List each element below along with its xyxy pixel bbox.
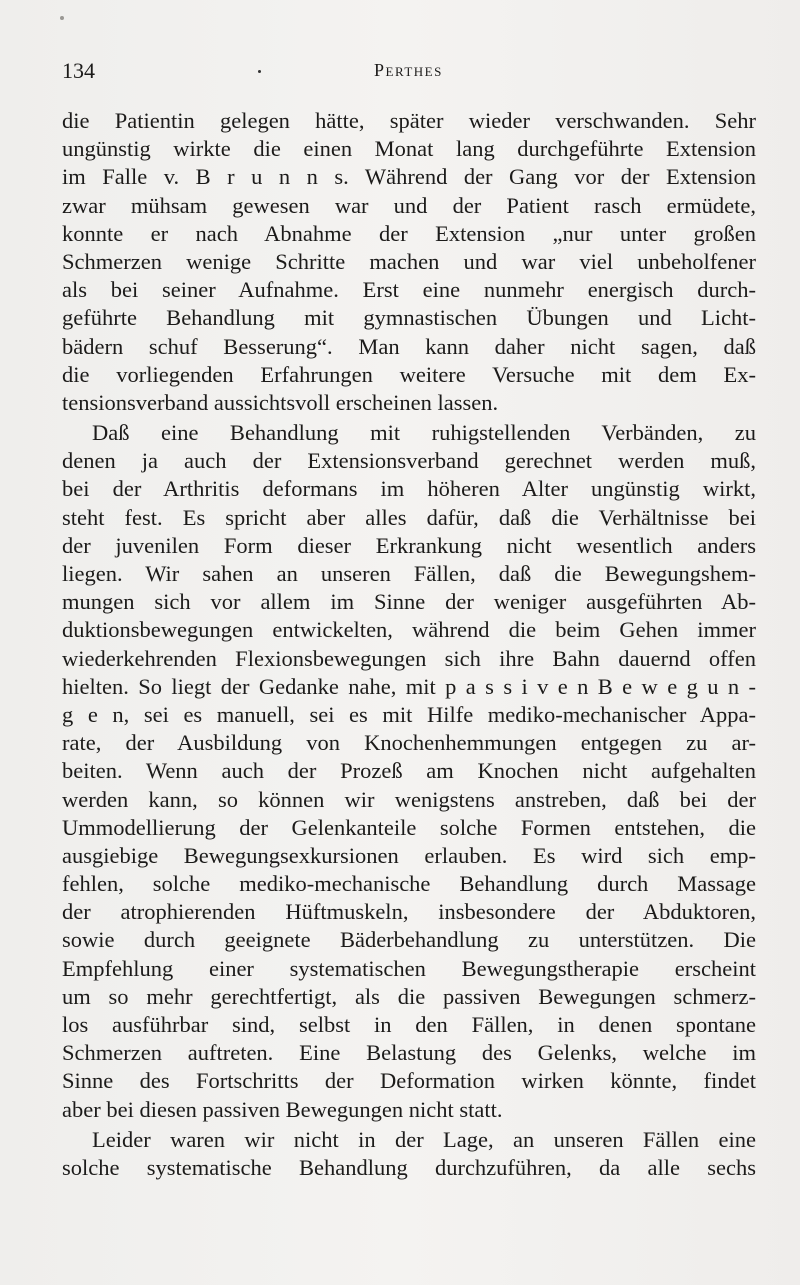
body-text: [62, 107, 756, 1182]
text-line: als bei seiner Aufnahme. Erst eine nunmehr energisch durch-: [62, 277, 756, 303]
text-line: im Falle v. B r u n n s. Während der Gang vor der Extension: [62, 164, 756, 190]
text-line: die Patientin gelegen hätte, später wieder verschwanden. Sehr: [62, 108, 756, 133]
page-header: [62, 58, 756, 92]
text-line: rate, der Ausbildung von Knochenhemmungen entgegen zu ar-: [62, 730, 756, 756]
text-line: ungünstig wirkte die einen Monat lang durchgeführte Extension: [62, 136, 756, 162]
paragraph-first-line: Daß eine Behandlung mit ruhigstellenden Verbänden, zu: [92, 420, 756, 446]
text-line: geführte Behandlung mit gymnastischen Übungen und Licht-: [62, 305, 756, 331]
text-line: die vorliegenden Erfahrungen weitere Versuche mit dem Ex-: [62, 361, 756, 387]
text-line: steht fest. Es spricht aber alles dafür, daß die Verhältnisse bei: [62, 504, 756, 530]
text-line: fehlen, solche mediko-mechanische Behandlung durch Massage: [62, 871, 756, 897]
text-line: werden kann, so können wir wenigstens anstreben, daß bei der: [62, 786, 756, 812]
text-line: hielten. So liegt der Gedanke nahe, mit p a s s i v e n B e w e g u n -: [62, 673, 756, 699]
text-line: denen ja auch der Extensionsverband gerechnet werden muß,: [62, 448, 756, 474]
text-line: tensionsverband aussichtsvoll erscheinen lassen.: [62, 389, 499, 415]
text-line: aber bei diesen passiven Bewegungen nicht statt.: [62, 1096, 503, 1122]
text-line: Schmerzen wenige Schritte machen und war viel unbeholfener: [62, 248, 756, 274]
text-line: wiederkehrenden Flexionsbewegungen sich ihre Bahn dauernd offen: [62, 645, 756, 671]
text-line: um so mehr gerechtfertigt, als die passiven Bewegungen schmerz-: [62, 983, 756, 1009]
text-line: solche systematische Behandlung durchzuführen, da alle sechs: [62, 1154, 756, 1180]
page-number: 134: [62, 58, 95, 83]
text-line: Ummodellierung der Gelenkanteile solche Formen entstehen, die: [62, 814, 756, 840]
text-line: Sinne des Fortschritts der Deformation wirken könnte, findet: [62, 1068, 756, 1094]
text-line: der juvenilen Form dieser Erkrankung nicht wesentlich anders: [62, 532, 756, 558]
text-line: Schmerzen auftreten. Eine Belastung des Gelenks, welche im: [62, 1040, 756, 1066]
text-line: liegen. Wir sahen an unseren Fällen, daß die Bewegungshem-: [62, 561, 756, 586]
header-dot: [258, 70, 261, 73]
text-line: mungen sich vor allem im Sinne der weniger ausgeführten Ab-: [62, 589, 756, 615]
text-line: sowie durch geeignete Bäderbehandlung zu unterstützen. Die: [62, 927, 756, 953]
text-line: ausgiebige Bewegungsexkursionen erlauben. Es wird sich emp-: [62, 842, 756, 868]
text-line: bädern schuf Besserung“. Man kann daher nicht sagen, daß: [62, 333, 756, 359]
paragraph-first-line: Leider waren wir nicht in der Lage, an unseren Fällen eine: [92, 1126, 756, 1152]
text-line: der atrophierenden Hüftmuskeln, insbesondere der Abduktoren,: [62, 899, 756, 925]
text-line: konnte er nach Abnahme der Extension „nur unter großen: [62, 220, 756, 246]
text-line: zwar mühsam gewesen war und der Patient rasch ermüdete,: [62, 192, 756, 218]
text-line: Empfehlung einer systematischen Bewegungstherapie erscheint: [62, 955, 756, 981]
running-head: Perthes: [374, 60, 443, 80]
text-line: duktionsbewegungen entwickelten, während die beim Gehen immer: [62, 617, 756, 643]
paper-speck: [60, 16, 64, 20]
text-line: beiten. Wenn auch der Prozeß am Knochen nicht aufgehalten: [62, 758, 756, 784]
text-line: g e n, sei es manuell, sei es mit Hilfe mediko-mechanischer Appa-: [62, 701, 756, 727]
text-line: los ausführbar sind, selbst in den Fällen, in denen spontane: [62, 1012, 756, 1037]
text-line: bei der Arthritis deformans im höheren Alter ungünstig wirkt,: [62, 476, 756, 502]
